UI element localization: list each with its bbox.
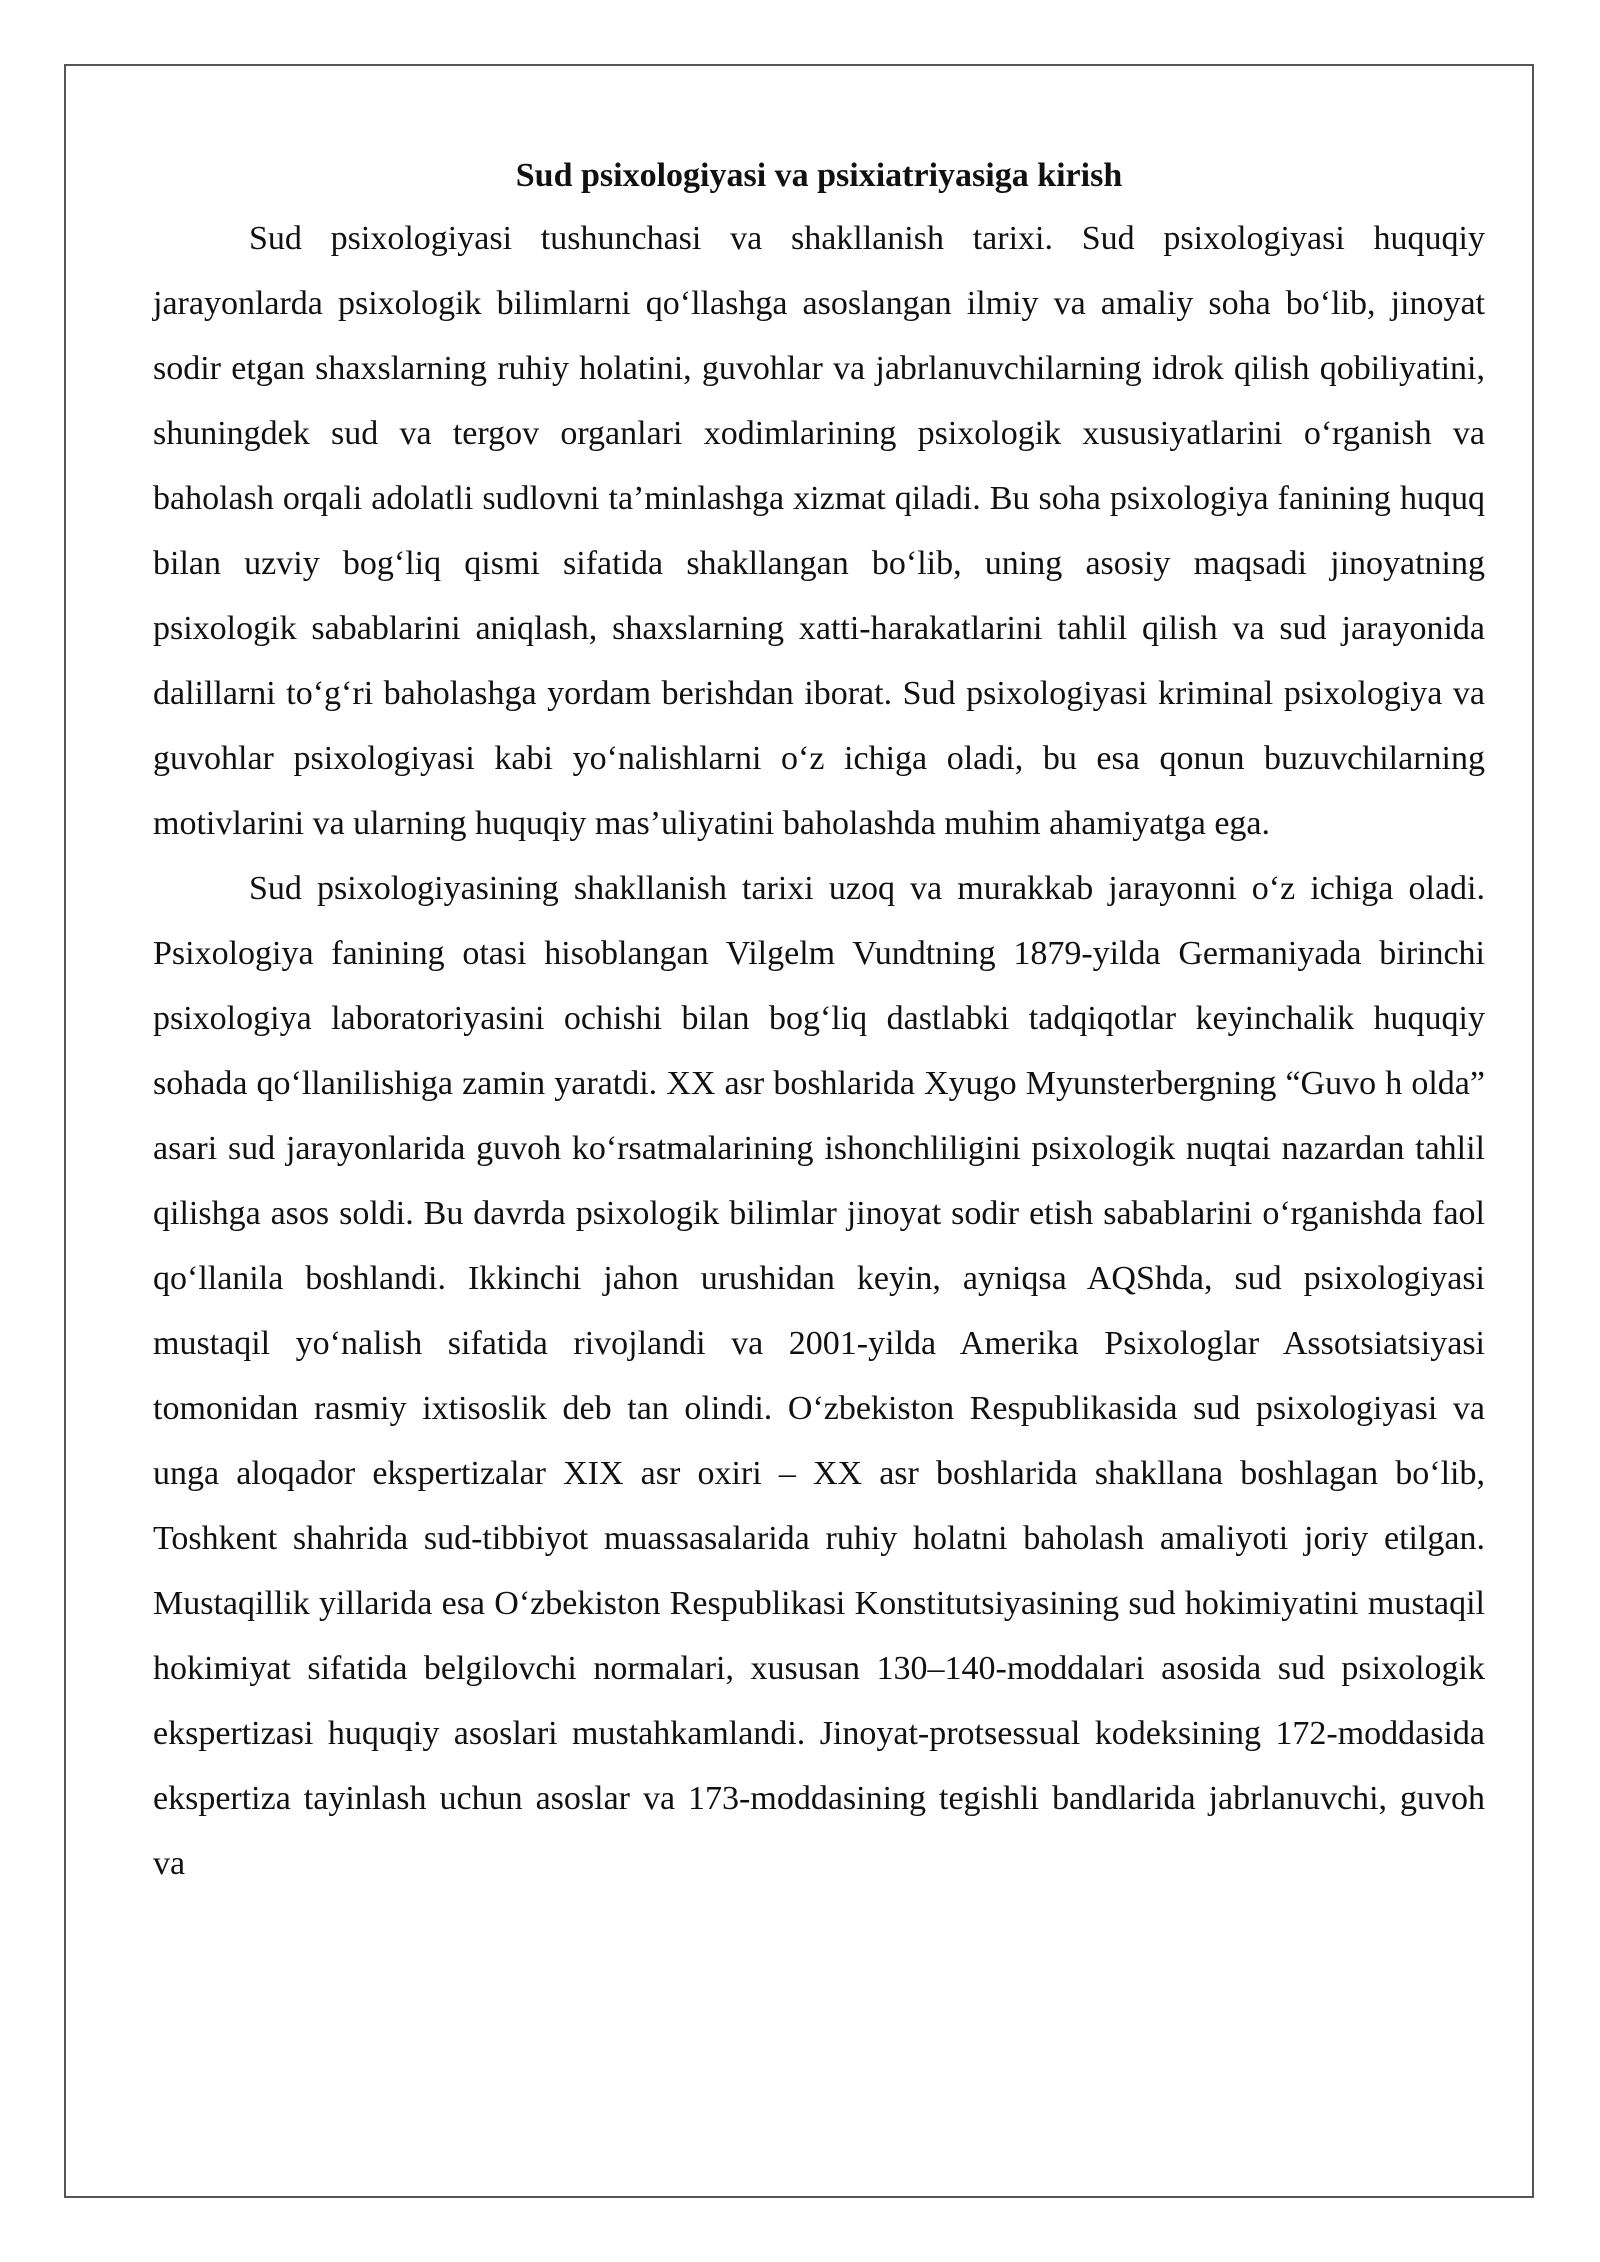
paragraph-history: Sud psixologiyasining shakllanish tarixi uzoq va murakkab jarayonni o‘z ichiga oladi. Psixologiya fanining otasi hisoblangan Vilgelm Vundtning 1879-yilda Germaniyada birinchi psixologiya laboratoriyasini ochishi bilan bog‘liq dastlabki tadqiqotlar keyinchalik huquqiy sohada qo‘llanilishiga zamin yaratdi. XX asr boshlarida Xyugo Myunsterbergning “Guvo h olda” asari sud jarayonlarida guvoh ko‘rsatmalarining ishonchliligini psixologik nuqtai nazardan tahlil qilishga asos soldi. Bu davrda psixologik bilimlar jinoyat sodir etish sabablarini o‘rganishda faol qo‘llanila boshlandi. Ikkinchi jahon urushidan keyin, ayniqsa AQShda, sud psixologiyasi mustaqil yo‘nalish sifatida rivojlandi va 2001-yilda Amerika Psixologlar Assotsiatsiyasi tomonidan rasmiy ixtisoslik deb tan olindi. O‘zbekiston Respublikasida sud psixologiyasi va unga aloqador ekspertizalar XIX asr oxiri – XX asr boshlarida shakllana boshlagan bo‘lib, Toshkent shahrida sud-tibbiyot muassasalarida ruhiy holatni baholash amaliyoti joriy etilgan. Mustaqillik yillarida esa O‘zbekiston Respublikasi Konstitutsiyasining sud hokimiyatini mustaqil hokimiyat sifatida belgilovchi normalari, xususan 130–140-moddalari asosida sud psixologik ekspertizasi huquqiy asoslari mustahkamlandi. Jinoyat-protsessual kodeksining 172-moddasida ekspertiza tayinlash uchun asoslar va 173-moddasining tegishli bandlarida jabrlanuvchi, guvoh va	[153, 870, 1485, 1882]
document-body	[153, 146, 1485, 1896]
document-title: Sud psixologiyasi va psixiatriyasiga kirish	[515, 157, 1123, 194]
paragraph-intro: Sud psixologiyasi tushunchasi va shakllanish tarixi. Sud psixologiyasi huquqiy jarayonlarda psixologik bilimlarni qo‘llashga asoslangan ilmiy va amaliy soha bo‘lib, jinoyat sodir etgan shaxslarning ruhiy holatini, guvohlar va jabrlanuvchilarning idrok qilish qobiliyatini, shuningdek sud va tergov organlari xodimlarining psixologik xususiyatlarini o‘rganish va baholash orqali adolatli sudlovni ta’minlashga xizmat qiladi. Bu soha psixologiya fanining huquq bilan uzviy bog‘liq qismi sifatida shakllangan bo‘lib, uning asosiy maqsadi jinoyatning psixologik sabablarini aniqlash, shaxslarning xatti-harakatlarini tahlil qilish va sud jarayonida dalillarni to‘g‘ri baholashga yordam berishdan iborat. Sud psixologiyasi kriminal psixologiya va guvohlar psixologiyasi kabi yo‘nalishlarni o‘z ichiga oladi, bu esa qonun buzuvchilarning motivlarini va ularning huquqiy mas’uliyatini baholashda muhim ahamiyatga ega.	[153, 220, 1485, 842]
